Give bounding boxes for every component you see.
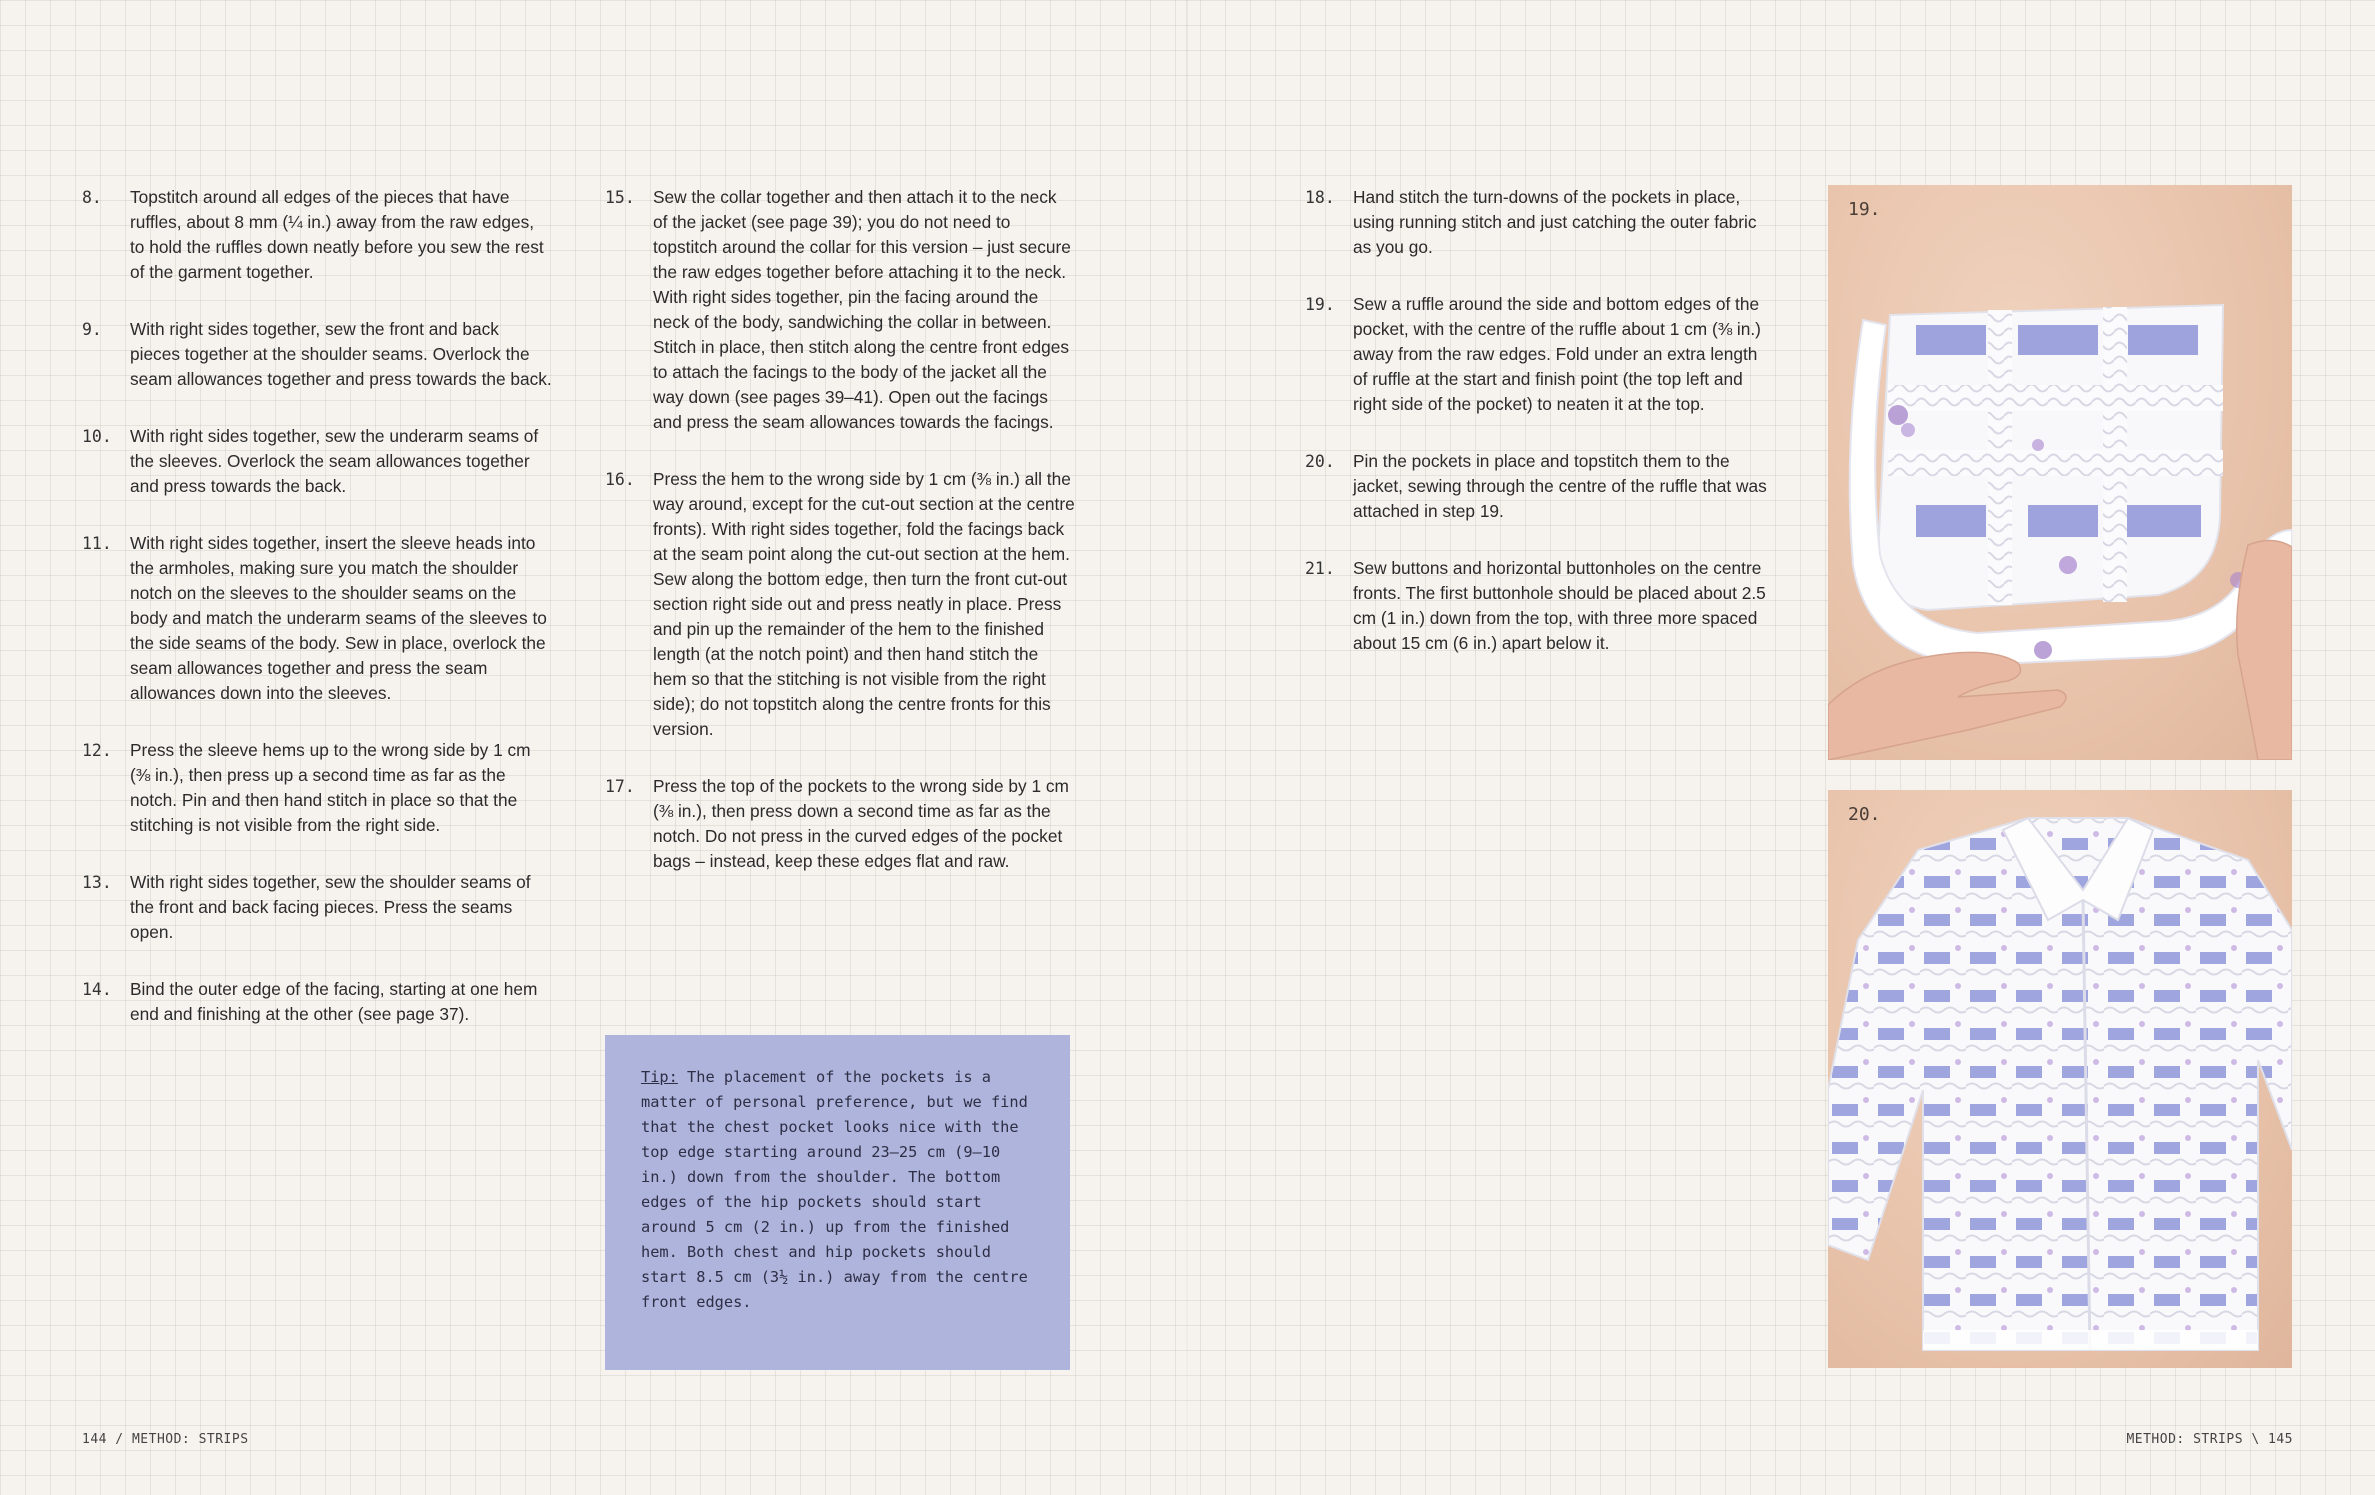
step-number: 13. (82, 873, 112, 892)
photo-step-19 (1828, 185, 2292, 760)
instruction-step (605, 774, 1075, 874)
instruction-step (82, 185, 552, 285)
photo-step-20 (1828, 790, 2292, 1368)
ruffled-pocket-illustration (1828, 185, 2292, 760)
step-text: Sew a ruffle around the side and bottom edges of the pocket, with the centre of the ruffle about 1 cm (⅜ in.) away from the raw edges. Fold under an extra length of ruffle at the start and finish point (the top left and right side of the pocket) to neaten it at the top. (1353, 294, 1761, 414)
photo-caption-20: 20. (1848, 804, 1881, 825)
tip-label: Tip: (641, 1068, 678, 1086)
step-text: With right sides together, insert the sleeve heads into the armholes, making sure you match the shoulder notch on the sleeves to the shoulder seams on the body and match the underarm seams of the sleeves to the side seams of the body. Sew in place, overlock the seam allowances together and press the seam allowances down into the sleeves. (130, 533, 547, 703)
instruction-step (1305, 556, 1775, 656)
step-text: Press the sleeve hems up to the wrong side by 1 cm (⅜ in.), then press up a second time as far as the notch. Pin and then hand stitch in place so that the stitching is not visible from the right side. (130, 740, 531, 835)
step-number: 12. (82, 741, 112, 760)
tip-box (605, 1035, 1070, 1370)
step-number: 18. (1305, 188, 1335, 207)
step-number: 19. (1305, 295, 1335, 314)
step-text: Press the hem to the wrong side by 1 cm (⅜ in.) all the way around, except for the cut-out section at the centre fronts). With right sides together, fold the facings back at the seam point along the cut-out section at the hem. Sew along the bottom edge, then turn the front cut-out section right side out and press neatly in place. Press and pin up the remainder of the hem to the finished length (at the notch point) and then hand stitch the hem so that the stitching is not visible from the right side); do not topstitch along the centre fronts for this version. (653, 469, 1075, 739)
step-number: 15. (605, 188, 635, 207)
left-instructions-column (82, 185, 552, 1059)
instruction-step (605, 467, 1075, 742)
step-number: 8. (82, 188, 102, 207)
tip-text: The placement of the pockets is a matter of personal preference, but we find that the chest pocket looks nice with the top edge starting around 23–25 cm (9–10 in.) down from the shoulder. The bottom edges of the hip pockets should start around 5 cm (2 in.) up from the finished hem. Both chest and hip pockets should start 8.5 cm (3½ in.) away from the centre front edges. (641, 1068, 1028, 1311)
step-number: 16. (605, 470, 635, 489)
instruction-step (605, 185, 1075, 435)
instruction-step (82, 738, 552, 838)
right-instructions-column (1305, 185, 1775, 688)
step-text: With right sides together, sew the shoulder seams of the front and back facing pieces. Press the seams open. (130, 872, 531, 942)
step-text: With right sides together, sew the front and back pieces together at the shoulder seams. Overlock the seam allowances together and press towards the back. (130, 319, 552, 389)
step-text: Pin the pockets in place and topstitch them to the jacket, sewing through the centre of the ruffle that was attached in step 19. (1353, 451, 1767, 521)
folio-right: METHOD: STRIPS \ 145 (2126, 1432, 2293, 1447)
folio-left: 144 / METHOD: STRIPS (82, 1432, 249, 1447)
instruction-step (82, 317, 552, 392)
step-number: 9. (82, 320, 102, 339)
step-number: 10. (82, 427, 112, 446)
step-text: Bind the outer edge of the facing, starting at one hem end and finishing at the other (see page 37). (130, 979, 538, 1024)
step-number: 14. (82, 980, 112, 999)
photo-caption-19: 19. (1848, 199, 1881, 220)
step-text: Sew the collar together and then attach it to the neck of the jacket (see page 39); you do not need to topstitch around the collar for this version – just secure the raw edges together before attaching it to the neck. With right sides together, pin the facing around the neck of the body, sandwiching the collar in between. Stitch in place, then stitch along the centre front edges to attach the facings to the body of the jacket all the way down (see pages 39–41). Open out the facings and press the seam allowances towards the facings. (653, 187, 1071, 432)
page-fold (1186, 0, 1188, 1495)
step-text: With right sides together, sew the underarm seams of the sleeves. Overlock the seam allowances together and press towards the back. (130, 426, 539, 496)
step-text: Press the top of the pockets to the wrong side by 1 cm (⅜ in.), then press down a second time as far as the notch. Do not press in the curved edges of the pocket bags – instead, keep these edges flat and raw. (653, 776, 1069, 871)
instruction-step (1305, 449, 1775, 524)
middle-instructions-column (605, 185, 1075, 906)
step-text: Topstitch around all edges of the pieces that have ruffles, about 8 mm (¼ in.) away from the raw edges, to hold the ruffles down neatly before you sew the rest of the garment together. (130, 187, 544, 282)
step-text: Sew buttons and horizontal buttonholes on the centre fronts. The first buttonhole should be placed about 2.5 cm (1 in.) down from the top, with three more spaced about 15 cm (6 in.) apart below it. (1353, 558, 1766, 653)
step-number: 20. (1305, 452, 1335, 471)
step-number: 11. (82, 534, 112, 553)
ruffled-jacket-illustration (1828, 790, 2292, 1368)
instruction-step (82, 870, 552, 945)
step-number: 17. (605, 777, 635, 796)
step-text: Hand stitch the turn-downs of the pockets in place, using running stitch and just catching the outer fabric as you go. (1353, 187, 1757, 257)
instruction-step (82, 531, 552, 706)
step-number: 21. (1305, 559, 1335, 578)
instruction-step (1305, 292, 1775, 417)
instruction-step (82, 424, 552, 499)
instruction-step (82, 977, 552, 1027)
instruction-step (1305, 185, 1775, 260)
